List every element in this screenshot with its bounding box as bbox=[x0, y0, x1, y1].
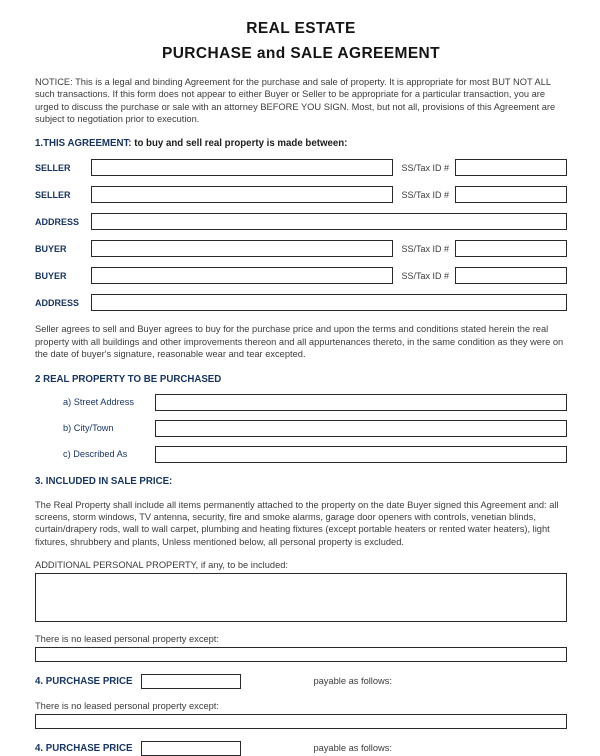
purchase-price-input-1[interactable] bbox=[141, 674, 241, 689]
buyer2-label: BUYER bbox=[35, 270, 67, 281]
buyer1-name-input[interactable] bbox=[91, 240, 393, 257]
city-town-input[interactable] bbox=[155, 420, 567, 437]
seller2-label: SELLER bbox=[35, 189, 71, 200]
buyer-address-input[interactable] bbox=[91, 294, 567, 311]
purchase-price-row-1 bbox=[35, 674, 567, 689]
city-town-row bbox=[35, 420, 567, 437]
section1-heading-number: 1.THIS AGREEMENT: bbox=[35, 138, 132, 150]
section3-heading: 3. INCLUDED IN SALE PRICE: bbox=[35, 475, 173, 487]
purchase-price-heading-2: 4. PURCHASE PRICE bbox=[35, 742, 133, 754]
payable-as-follows-label-2: payable as follows: bbox=[313, 743, 392, 754]
leased-property-label-2: There is no leased personal property except: bbox=[35, 700, 219, 711]
described-as-label: c) Described As bbox=[63, 449, 128, 460]
seller-address-row bbox=[35, 213, 567, 230]
purchase-price-input-2[interactable] bbox=[141, 741, 241, 756]
notice-paragraph: NOTICE: This is a legal and binding Agreement for the purchase and sale of property. It is appropriate for most BUT NOT ALL such transactions. If this form does not appear to either Buyer or Seller to be appropriate for a particular transaction, you are urged to discuss the purchase or sale with an attorney BEFORE YOU SIGN. Most, but not all, provisions of this Agreement are subject to negotiation prior to execution. bbox=[35, 77, 556, 125]
buyer1-ssid-label: SS/Tax ID # bbox=[401, 243, 449, 254]
buyer2-ssid-input[interactable] bbox=[455, 267, 567, 284]
section2-heading: 2 REAL PROPERTY TO BE PURCHASED bbox=[35, 373, 222, 385]
payable-as-follows-label-1: payable as follows: bbox=[313, 676, 392, 687]
seller1-ssid-label: SS/Tax ID # bbox=[401, 162, 449, 173]
document-title-line2: PURCHASE and SALE AGREEMENT bbox=[161, 45, 441, 62]
seller1-ssid-input[interactable] bbox=[455, 159, 567, 176]
seller2-name-input[interactable] bbox=[91, 186, 393, 203]
purchase-price-heading-1: 4. PURCHASE PRICE bbox=[35, 675, 133, 687]
seller1-label: SELLER bbox=[35, 162, 71, 173]
buyer1-ssid-input[interactable] bbox=[455, 240, 567, 257]
city-town-label: b) City/Town bbox=[63, 423, 114, 434]
seller1-name-input[interactable] bbox=[91, 159, 393, 176]
seller2-ssid-input[interactable] bbox=[455, 186, 567, 203]
section1-heading bbox=[35, 138, 567, 149]
buyer2-ssid-label: SS/Tax ID # bbox=[401, 270, 449, 281]
leased-property-input-1[interactable] bbox=[35, 647, 567, 662]
leased-property-input-2[interactable] bbox=[35, 714, 567, 729]
seller1-row bbox=[35, 159, 567, 176]
additional-property-textarea[interactable] bbox=[35, 573, 567, 622]
buyer1-row bbox=[35, 240, 567, 257]
street-address-row bbox=[35, 394, 567, 411]
included-in-sale-paragraph: The Real Property shall include all items permanently attached to the property on the date Buyer signed this Agreement and: all screens, storm windows, TV antenna, security, fire and smoke alarms, garage door openers with controls, venetian blinds, curtain/drapery rods, wall to wall carpet, plumbing and heating fixtures (except portable heaters or rented water heaters), light fixtures, shrubbery and plants, Unless mentioned below, all personal property is excluded. bbox=[35, 499, 559, 547]
described-as-input[interactable] bbox=[155, 446, 567, 463]
seller2-ssid-label: SS/Tax ID # bbox=[401, 189, 449, 200]
buyer-address-row bbox=[35, 294, 567, 311]
described-as-row bbox=[35, 446, 567, 463]
street-address-input[interactable] bbox=[155, 394, 567, 411]
street-address-label: a) Street Address bbox=[63, 397, 134, 408]
seller2-row bbox=[35, 186, 567, 203]
agreement-paragraph: Seller agrees to sell and Buyer agrees to buy for the purchase price and upon the terms and conditions stated herein the real property with all buildings and other improvements thereon and all appurtenances thereto, in the same condition as they were on the date of buyer's signature, reasonable wear and tear excepted. bbox=[35, 324, 564, 360]
purchase-price-row-2 bbox=[35, 741, 567, 756]
buyer1-label: BUYER bbox=[35, 243, 67, 254]
seller-address-label: ADDRESS bbox=[35, 216, 80, 227]
buyer2-name-input[interactable] bbox=[91, 267, 393, 284]
buyer2-row bbox=[35, 267, 567, 284]
seller-address-input[interactable] bbox=[91, 213, 567, 230]
leased-property-label-1: There is no leased personal property except: bbox=[35, 633, 219, 644]
document-title-line1: REAL ESTATE bbox=[246, 20, 356, 37]
buyer-address-label: ADDRESS bbox=[35, 297, 80, 308]
additional-property-label: ADDITIONAL PERSONAL PROPERTY, if any, to be included: bbox=[35, 559, 289, 570]
section1-heading-text: to buy and sell real property is made between: bbox=[131, 138, 348, 150]
